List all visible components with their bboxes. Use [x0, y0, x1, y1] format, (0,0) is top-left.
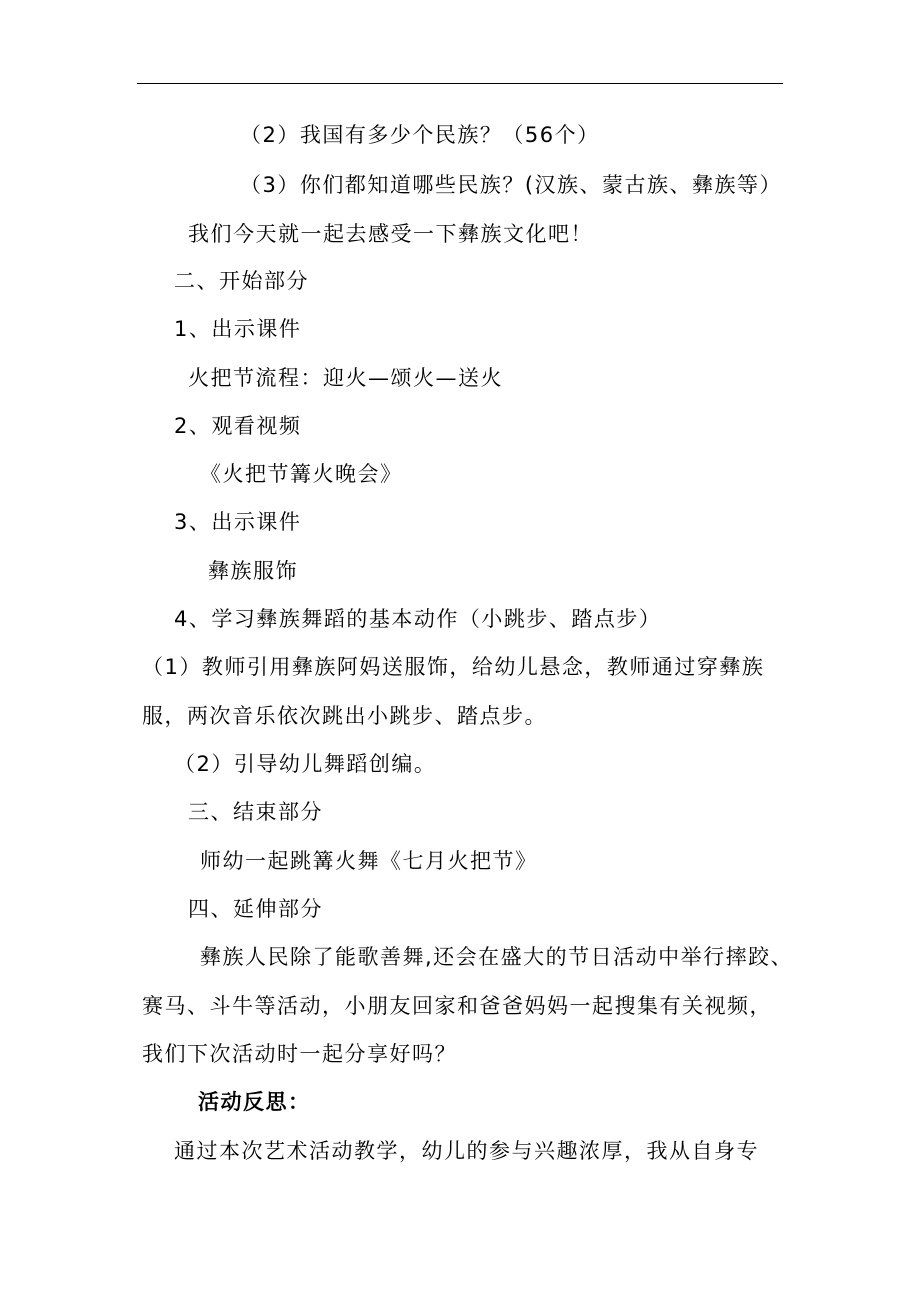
text-line-ext-c: 我们下次活动时一起分享好吗？	[142, 1042, 457, 1066]
text-line-costume: 彝族服饰	[208, 559, 298, 583]
text-line-sub1-b: 服，两次音乐依次跳出小跳步、踏点步。	[142, 704, 547, 728]
text-line-ext-a: 彝族人民除了能歌善舞,还会在盛大的节日活动中举行摔跤、	[200, 945, 794, 969]
text-line-video-title: 《火把节篝火晚会》	[200, 462, 403, 486]
text-line-torch-flow: 火把节流程：迎火—颂火—送火	[188, 366, 503, 390]
text-line-q3: （3）你们都知道哪些民族？(汉族、蒙古族、彝族等）	[240, 173, 783, 197]
section-heading-reflection: 活动反思：	[198, 1090, 311, 1114]
step-heading-4: 4、学习彝族舞蹈的基本动作（小跳步、踏点步）	[174, 607, 662, 631]
text-line-sub2: （2）引导幼儿舞蹈创编。	[174, 752, 437, 776]
section-heading-extension: 四、延伸部分	[188, 897, 323, 921]
text-line-intro: 我们今天就一起去感受一下彝族文化吧！	[188, 222, 593, 246]
text-line-sub1-a: （1）教师引用彝族阿妈送服饰，给幼儿悬念，教师通过穿彝族	[142, 655, 765, 679]
text-line-reflection: 通过本次艺术活动教学，幼儿的参与兴趣浓厚，我从自身专	[174, 1139, 759, 1163]
section-heading-start: 二、开始部分	[174, 269, 309, 293]
section-heading-end: 三、结束部分	[188, 800, 323, 824]
text-line-q2: （2）我国有多少个民族？（56个）	[240, 123, 600, 147]
step-heading-3: 3、出示课件	[174, 510, 302, 534]
step-heading-1: 1、出示课件	[174, 317, 302, 341]
step-heading-2: 2、观看视频	[174, 414, 302, 438]
header-rule	[137, 83, 783, 84]
text-line-dance: 师幼一起跳篝火舞《七月火把节》	[200, 849, 538, 873]
text-line-ext-b: 赛马、斗牛等活动，小朋友回家和爸爸妈妈一起搜集有关视频，	[142, 994, 772, 1018]
